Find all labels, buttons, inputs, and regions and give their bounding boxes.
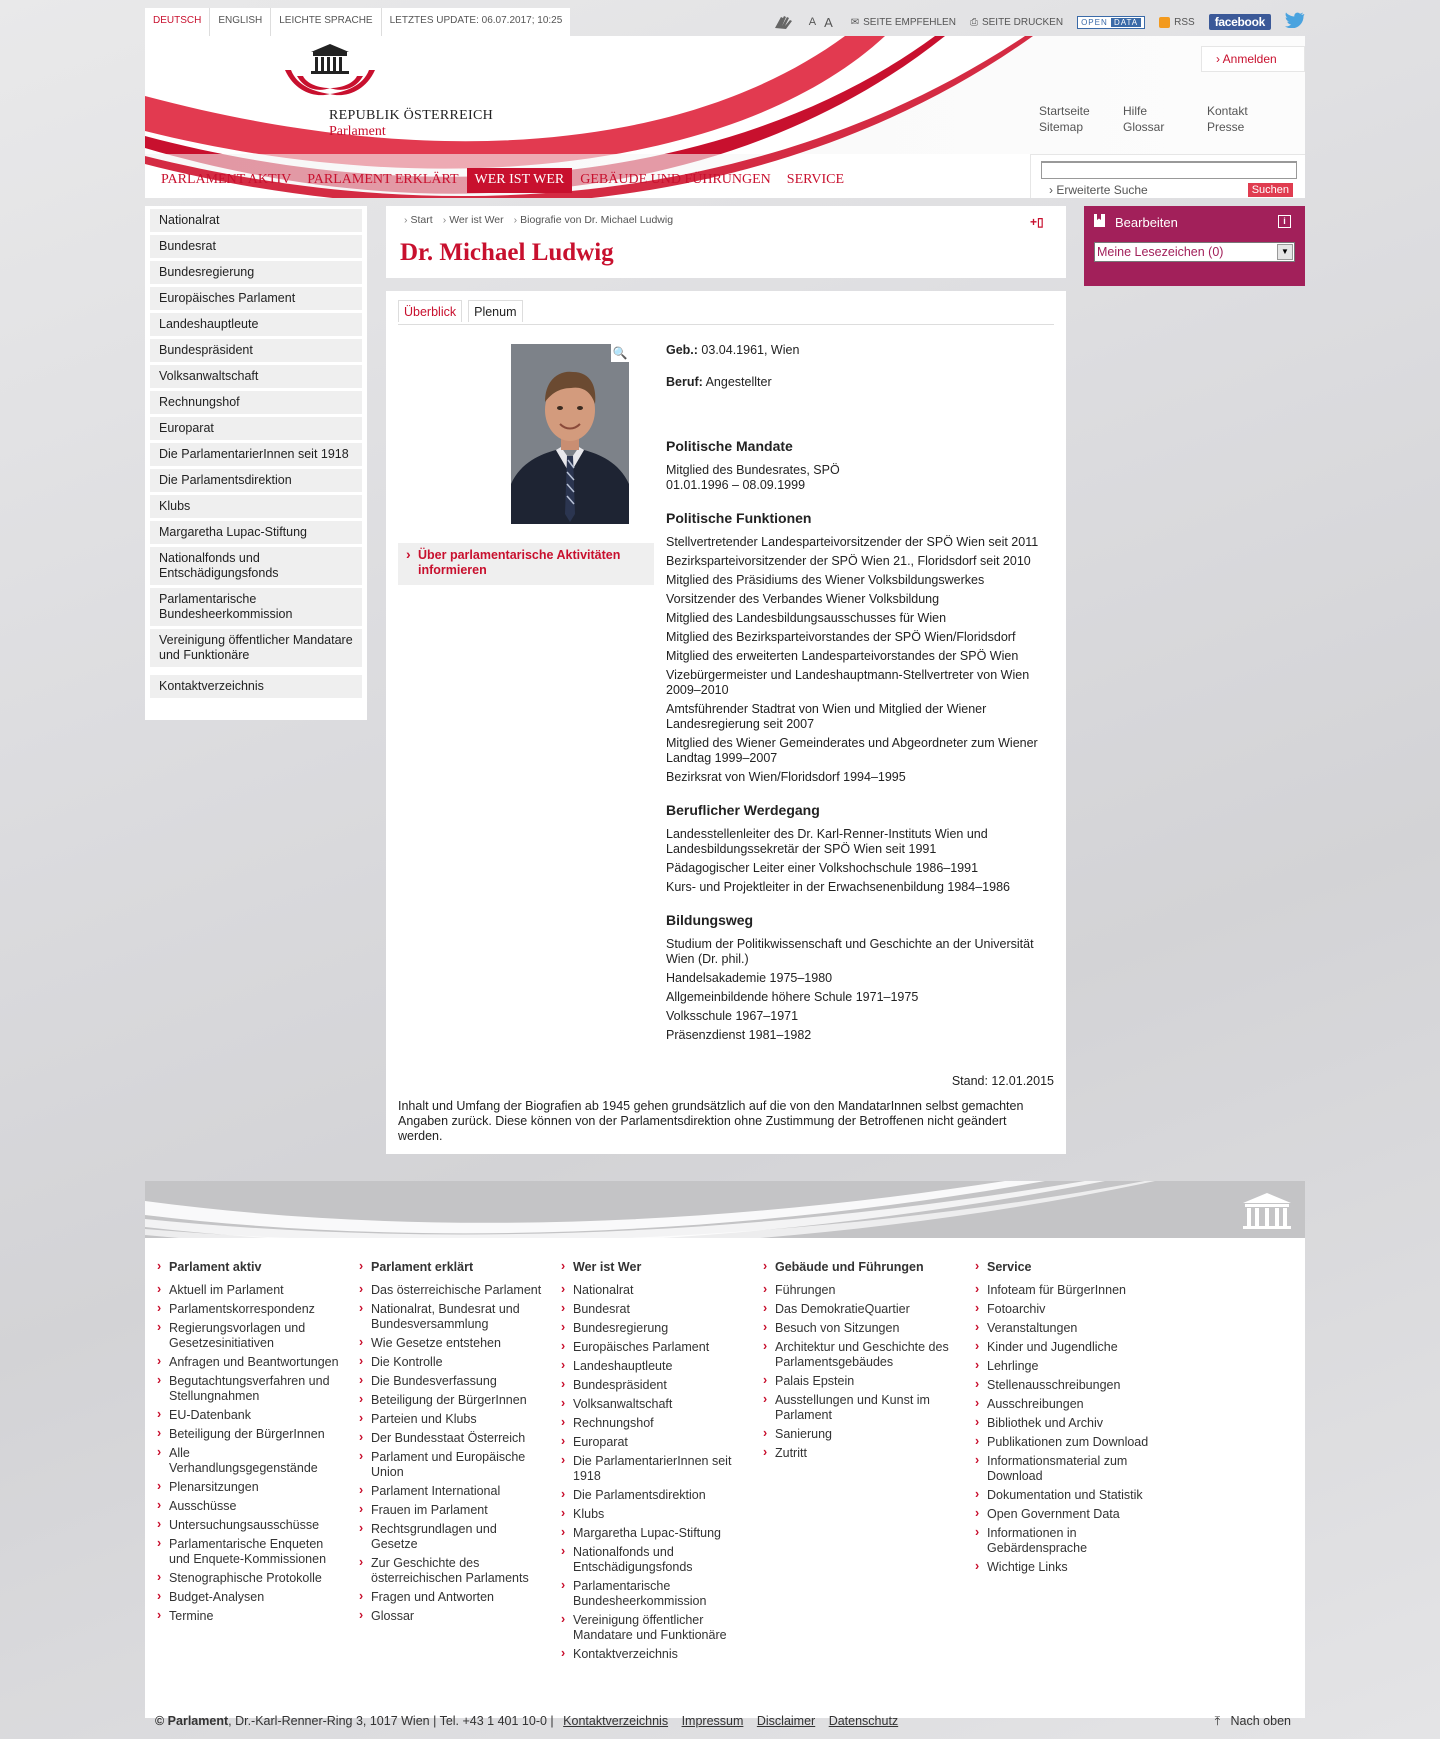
footer-address: , Dr.-Karl-Renner-Ring 3, 1017 Wien | Tel. +43 1 401 10-0 | (228, 1714, 554, 1728)
language-switcher (145, 8, 570, 36)
sidebar-item-bundespraesident[interactable]: Bundespräsident (150, 339, 362, 362)
birth-info (666, 343, 1058, 358)
arrow-up-icon: ⤒ (1214, 1714, 1221, 1728)
title-box (386, 206, 1066, 278)
sidebar-item-volksanwaltschaft[interactable]: Volksanwaltschaft (150, 365, 362, 388)
bio-entry: Präsenzdienst 1981–1982 (666, 1028, 812, 1042)
footer-link[interactable]: › Untersuchungsausschüsse (155, 1518, 340, 1533)
profession-label: Beruf: (666, 375, 703, 389)
footer-link[interactable]: › Alle Verhandlungsgegenstände (155, 1446, 340, 1476)
print-link[interactable] (970, 17, 1063, 28)
footer-column-title[interactable]: › Wer ist Wer (559, 1260, 744, 1275)
rss-link[interactable] (1159, 17, 1195, 28)
twitter-bird-icon[interactable] (1285, 12, 1305, 33)
sign-language-icon[interactable] (773, 14, 795, 30)
footer-link[interactable]: › Beteiligung der BürgerInnen (155, 1427, 340, 1442)
chevron-down-icon: ▼ (1277, 244, 1293, 260)
sidebar-item-nationalrat[interactable]: Nationalrat (150, 209, 362, 232)
footer-link[interactable]: › Parlamentarische Bundesheerkommission (559, 1579, 744, 1609)
footer-link[interactable]: › Parlamentarische Enqueten und Enquete-Kommissionen (155, 1537, 340, 1567)
nav-parlament-aktiv[interactable]: PARLAMENT AKTIV (161, 172, 292, 187)
bio-entry: Amtsführender Stadtrat von Wien und Mitglied der Wiener Landesregierung seit 2007 (666, 702, 987, 731)
footer-bottom (155, 1714, 898, 1728)
footer-link[interactable]: › Palais Epstein (761, 1374, 956, 1389)
footer-link[interactable]: › Parlament International (357, 1484, 542, 1499)
footer-link[interactable]: › Architektur und Geschichte des Parlamentsgebäudes (761, 1340, 956, 1370)
bio-section-title: Beruflicher Werdegang (666, 802, 820, 818)
lang-english[interactable]: ENGLISH (210, 8, 271, 36)
bio-entry: Kurs- und Projektleiter in der Erwachsenenbildung 1984–1986 (666, 880, 1010, 894)
footer-link[interactable]: › Führungen (761, 1283, 956, 1298)
footer-link[interactable]: › Bundesrat (559, 1302, 744, 1317)
sidebar-item-bundesrat[interactable]: Bundesrat (150, 235, 362, 258)
footer-link[interactable]: › Budget-Analysen (155, 1590, 340, 1605)
last-update: LETZTES UPDATE: 06.07.2017; 10:25 (389, 15, 563, 26)
footer-link-impressum[interactable]: Impressum (681, 1714, 744, 1728)
logo-text[interactable] (329, 108, 493, 140)
facebook-button[interactable]: facebook (1209, 14, 1271, 30)
recommend-link[interactable] (851, 17, 956, 28)
nav-service[interactable]: SERVICE (786, 172, 845, 187)
footer-link[interactable]: › Parlamentskorrespondenz (155, 1302, 340, 1317)
footer-link[interactable]: › Stenographische Protokolle (155, 1571, 340, 1586)
sidebar-item-parlamentsdirektion[interactable]: Die Parlamentsdirektion (150, 469, 362, 492)
footer-parliament-icon (1239, 1191, 1295, 1231)
footer-link[interactable]: › Open Government Data (973, 1507, 1158, 1522)
footer-link[interactable]: › Das DemokratieQuartier (761, 1302, 956, 1317)
footer-link[interactable]: › Fragen und Antworten (357, 1590, 542, 1605)
search-button[interactable]: Suchen (1248, 183, 1293, 197)
nav-parlament-erklaert[interactable]: PARLAMENT ERKLÄRT (307, 172, 459, 187)
footer-link[interactable]: › Begutachtungsverfahren und Stellungnahmen (155, 1374, 340, 1404)
footer-link[interactable]: › Vereinigung öffentlicher Mandatare und Funktionäre (559, 1613, 744, 1643)
open-data-label-1: OPEN (1081, 17, 1108, 27)
footer-link[interactable]: › Ausstellungen und Kunst im Parlament (761, 1393, 956, 1423)
footer-link[interactable]: › Wie Gesetze entstehen (357, 1336, 542, 1351)
sidebar-item-lupac-stiftung[interactable]: Margaretha Lupac-Stiftung (150, 521, 362, 544)
footer-link[interactable]: › Wichtige Links (973, 1560, 1158, 1575)
footer-link[interactable]: › Kinder und Jugendliche (973, 1340, 1158, 1355)
site-footer (145, 1238, 1305, 1728)
sidebar-item-bundesheerkommission[interactable]: Parlamentarische Bundesheerkommission (150, 588, 362, 626)
footer-link[interactable]: › Glossar (357, 1609, 542, 1624)
back-to-top-label: Nach oben (1230, 1714, 1291, 1728)
footer-link[interactable]: › Regierungsvorlagen und Gesetzesinitiativen (155, 1321, 340, 1351)
bio-entry: Volksschule 1967–1971 (666, 1009, 799, 1023)
footer-link[interactable]: › Fotoarchiv (973, 1302, 1158, 1317)
profession-info (666, 375, 1058, 390)
search-input[interactable] (1041, 161, 1297, 179)
logo-line-parlament: Parlament (329, 124, 386, 139)
bookmarks-panel (1084, 206, 1305, 286)
lang-leichte-sprache[interactable]: LEICHTE SPRACHE (271, 8, 381, 36)
bio-entry: Mitglied des Bezirksparteivorstandes der SPÖ Wien/Floridsdorf (666, 630, 1016, 644)
footer-link[interactable]: › Plenarsitzungen (155, 1480, 340, 1495)
footer-link[interactable]: › Die Bundesverfassung (357, 1374, 542, 1389)
portrait-photo[interactable] (511, 344, 629, 524)
footer-link[interactable]: › Die ParlamentarierInnen seit 1918 (559, 1454, 744, 1484)
breadcrumb (404, 214, 673, 226)
footer-link[interactable]: › Ausschreibungen (973, 1397, 1158, 1412)
footer-link[interactable]: › Informationen in Gebärdensprache (973, 1526, 1158, 1556)
biography-details (666, 343, 1058, 1061)
birth-value: 03.04.1961, Wien (697, 343, 800, 357)
footer-link[interactable]: › Bibliothek und Archiv (973, 1416, 1158, 1431)
footer-link[interactable]: › Beteiligung der BürgerInnen (357, 1393, 542, 1408)
font-size-large[interactable]: A (824, 14, 837, 30)
footer-column (155, 1260, 340, 1628)
sidebar-item-klubs[interactable]: Klubs (150, 495, 362, 518)
sidebar-item-vereinigung[interactable]: Vereinigung öffentlicher Mandatare und Funktionäre (150, 629, 362, 667)
footer-link[interactable]: › Die Parlamentsdirektion (559, 1488, 744, 1503)
footer-link[interactable]: › Klubs (559, 1507, 744, 1522)
tool-links (773, 8, 1305, 36)
footer-link[interactable]: › Besuch von Sitzungen (761, 1321, 956, 1336)
breadcrumb-wer-ist-wer[interactable]: › Wer ist Wer (443, 214, 504, 226)
footer-link[interactable]: › Die Kontrolle (357, 1355, 542, 1370)
bio-entry: Landesstellenleiter des Dr. Karl-Renner-Instituts Wien und Landesbildungssekretär der SPÖ Wien seit 1991 (666, 827, 988, 856)
bio-entry: Bezirksrat von Wien/Floridsdorf 1994–1995 (666, 770, 906, 784)
font-size-switcher[interactable] (809, 15, 837, 30)
footer-link[interactable]: › Stellenausschreibungen (973, 1378, 1158, 1393)
quick-link-sitemap[interactable]: Sitemap (1039, 120, 1084, 134)
footer-link[interactable]: › Der Bundesstaat Österreich (357, 1431, 542, 1446)
advanced-search-link[interactable]: › Erweiterte Suche (1049, 183, 1148, 197)
footer-link[interactable]: › Europarat (559, 1435, 744, 1450)
footer-link[interactable]: › Kontaktverzeichnis (559, 1647, 744, 1662)
bio-entry: Pädagogischer Leiter einer Volkshochschule 1986–1991 (666, 861, 979, 875)
bookmarks-panel-title[interactable]: Bearbeiten (1115, 214, 1178, 230)
footer-column (357, 1260, 542, 1628)
page-title: Dr. Michael Ludwig (400, 239, 614, 266)
lang-deutsch[interactable]: DEUTSCH (145, 8, 210, 36)
quick-link-glossar[interactable]: Glossar (1123, 120, 1165, 134)
footer-link[interactable]: › EU-Datenbank (155, 1408, 340, 1423)
footer-link[interactable]: › Nationalrat (559, 1283, 744, 1298)
logo-line-republic: REPUBLIK ÖSTERREICH (329, 108, 493, 123)
tab-bar (398, 300, 523, 322)
footer-column-title[interactable]: › Service (973, 1260, 1158, 1275)
footer-link[interactable]: › Margaretha Lupac-Stiftung (559, 1526, 744, 1541)
quick-link-presse[interactable]: Presse (1207, 120, 1245, 134)
sidebar-item-nationalfonds[interactable]: Nationalfonds und Entschädigungsfonds (150, 547, 362, 585)
bookmark-icon (1094, 214, 1105, 230)
breadcrumb-start[interactable]: › Start (404, 214, 433, 226)
bio-entry: Allgemeinbildende höhere Schule 1971–1975 (666, 990, 919, 1004)
footer-link[interactable]: › Publikationen zum Download (973, 1435, 1158, 1450)
footer-column-title[interactable]: › Gebäude und Führungen (761, 1260, 956, 1275)
footer-link[interactable]: › Bundespräsident (559, 1378, 744, 1393)
recommend-label: SEITE EMPFEHLEN (863, 16, 956, 28)
bio-entry: Studium der Politikwissenschaft und Geschichte an der Universität Wien (Dr. phil.) (666, 937, 1034, 966)
login-button[interactable]: › Anmelden (1201, 46, 1305, 72)
bio-section-title: Bildungsweg (666, 912, 754, 928)
bio-entry: Vorsitzender des Verbandes Wiener Volksbildung (666, 592, 940, 606)
footer-link-kontaktverzeichnis[interactable]: Kontaktverzeichnis (563, 1714, 669, 1728)
footer-link[interactable]: › Nationalrat, Bundesrat und Bundesversammlung (357, 1302, 542, 1332)
status-date: Stand: 12.01.2015 (951, 1074, 1054, 1088)
footer-link[interactable]: › Europäisches Parlament (559, 1340, 744, 1355)
footer-link[interactable]: › Volksanwaltschaft (559, 1397, 744, 1412)
footer-link[interactable]: › Nationalfonds und Entschädigungsfonds (559, 1545, 744, 1575)
add-bookmark-icon[interactable]: +▯ (1030, 215, 1044, 229)
footer-link[interactable]: › Termine (155, 1609, 340, 1624)
biography-sections (666, 439, 1058, 1061)
search-box (1030, 154, 1305, 198)
print-label: SEITE DRUCKEN (981, 16, 1064, 28)
footer-copyright: © Parlament (155, 1714, 229, 1728)
parliamentary-activities-link[interactable]: › Über parlamentarische Aktivitäten informieren (398, 543, 654, 585)
tab-ueberblick[interactable]: Überblick (398, 300, 462, 322)
sidebar-item-parlamentarierinnen[interactable]: Die ParlamentarierInnen seit 1918 (150, 443, 362, 466)
footer-column-title[interactable]: › Parlament erklärt (357, 1260, 542, 1275)
sidebar-item-kontaktverzeichnis[interactable]: Kontaktverzeichnis (150, 675, 362, 698)
bookmarks-select[interactable] (1094, 242, 1295, 262)
footer-link[interactable]: › Parteien und Klubs (357, 1412, 542, 1427)
bio-entry: Mitglied des Wiener Gemeinderates und Abgeordneter zum Wiener Landtag 1999–2007 (666, 736, 1038, 765)
bio-entry: Bezirksparteivorsitzender der SPÖ Wien 21., Floridsdorf seit 2010 (666, 554, 1031, 568)
sidebar-item-rechnungshof[interactable]: Rechnungshof (150, 391, 362, 414)
footer-link[interactable]: › Aktuell im Parlament (155, 1283, 340, 1298)
site-header (145, 36, 1305, 198)
rss-label: RSS (1174, 16, 1195, 28)
bio-section-title: Politische Mandate (666, 438, 793, 454)
footer-link[interactable]: › Landeshauptleute (559, 1359, 744, 1374)
footer-column-title[interactable]: › Parlament aktiv (155, 1260, 340, 1275)
sidebar-item-landeshauptleute[interactable]: Landeshauptleute (150, 313, 362, 336)
bio-entry: Mitglied des Bundesrates, SPÖ 01.01.1996 – 08.09.1999 (666, 463, 840, 492)
bio-entry: Mitglied des Landesbildungsausschusses für Wien (666, 611, 947, 625)
footer-link[interactable]: › Infoteam für BürgerInnen (973, 1283, 1158, 1298)
biography-content (386, 291, 1066, 1154)
footer-link[interactable]: › Veranstaltungen (973, 1321, 1158, 1336)
open-data-badge[interactable] (1077, 16, 1145, 29)
portrait-illustration (511, 344, 629, 524)
sidebar-item-bundesregierung[interactable]: Bundesregierung (150, 261, 362, 284)
tab-divider (398, 324, 1054, 325)
rss-icon (1159, 17, 1170, 28)
footer-link[interactable]: › Lehrlinge (973, 1359, 1158, 1374)
info-icon[interactable]: i (1278, 215, 1291, 228)
footer-link[interactable]: › Parlament und Europäische Union (357, 1450, 542, 1480)
footer-link-datenschutz[interactable]: Datenschutz (828, 1714, 899, 1728)
footer-link[interactable]: › Anfragen und Beantwortungen (155, 1355, 340, 1370)
footer-link-disclaimer[interactable]: Disclaimer (756, 1714, 816, 1728)
advanced-search-label: Erweiterte Suche (1056, 183, 1148, 197)
main-navigation (153, 168, 852, 193)
sidebar-item-europaeisches-parlament[interactable]: Europäisches Parlament (150, 287, 362, 310)
footer-column (761, 1260, 956, 1465)
quick-link-startseite[interactable]: Startseite (1039, 104, 1090, 118)
login-label: Anmelden (1222, 52, 1277, 66)
bio-entry: Stellvertretender Landesparteivorsitzender der SPÖ Wien seit 2011 (666, 535, 1039, 549)
footer-link[interactable]: › Frauen im Parlament (357, 1503, 542, 1518)
sidebar-nav (145, 206, 367, 720)
quick-link-hilfe[interactable]: Hilfe (1123, 104, 1148, 118)
utility-bar (145, 8, 1305, 36)
bookmarks-select-value: Meine Lesezeichen (0) (1097, 245, 1224, 259)
sidebar-item-europarat[interactable]: Europarat (150, 417, 362, 440)
bio-entry: Vizebürgermeister und Landeshauptmann-Stellvertreter von Wien 2009–2010 (666, 668, 1030, 697)
profession-value: Angestellter (702, 375, 772, 389)
footer-swoosh (145, 1181, 1305, 1238)
birth-label: Geb.: (666, 343, 698, 357)
parliament-logo-icon[interactable] (275, 42, 385, 105)
footer-link[interactable]: › Das österreichische Parlament (357, 1283, 542, 1298)
footer-link[interactable]: › Rechtsgrundlagen und Gesetze (357, 1522, 542, 1552)
footer-column (973, 1260, 1158, 1579)
breadcrumb-current: › Biografie von Dr. Michael Ludwig (514, 214, 673, 226)
bio-entry: Mitglied des erweiterten Landesparteivorstandes der SPÖ Wien (666, 649, 1019, 663)
zoom-icon[interactable]: 🔍 (612, 346, 628, 360)
nav-wer-ist-wer[interactable]: WER IST WER (467, 168, 573, 193)
quick-links (1039, 104, 1291, 134)
quick-link-kontakt[interactable]: Kontakt (1207, 104, 1248, 118)
footer-link[interactable]: › Bundesregierung (559, 1321, 744, 1336)
bookmarks-panel-header (1094, 214, 1178, 230)
footer-column (559, 1260, 744, 1666)
bio-entry: Handelsakademie 1975–1980 (666, 971, 833, 985)
footer-link[interactable]: › Zur Geschichte des österreichischen Parlaments (357, 1556, 542, 1586)
footer-link[interactable]: › Informationsmaterial zum Download (973, 1454, 1158, 1484)
footer-link[interactable]: › Zutritt (761, 1446, 956, 1461)
biography-disclaimer: Inhalt und Umfang der Biografien ab 1945 gehen grundsätzlich auf die von den MandatarInnen selbst gemachten Angaben zurück. Diese können von der Parlamentsdirektion ohne Zustimmung der Betroffenen nicht geändert werden. (398, 1099, 1024, 1143)
nav-gebaeude-und-fuehrungen[interactable]: GEBÄUDE UND FÜHRUNGEN (580, 172, 771, 187)
tab-plenum[interactable]: Plenum (468, 300, 522, 322)
footer-link[interactable]: › Ausschüsse (155, 1499, 340, 1514)
printer-icon: ⎙ (969, 16, 978, 28)
back-to-top-link[interactable] (1215, 1714, 1291, 1729)
bio-section-title: Politische Funktionen (666, 510, 812, 526)
bio-entry: Mitglied des Präsidiums des Wiener Volksbildungswerkes (666, 573, 985, 587)
footer-link[interactable]: › Rechnungshof (559, 1416, 744, 1431)
envelope-icon: ✉ (850, 16, 860, 28)
footer-band (145, 1181, 1305, 1238)
open-data-label-2: DATA (1111, 18, 1141, 27)
footer-link[interactable]: › Sanierung (761, 1427, 956, 1442)
footer-link[interactable]: › Dokumentation und Statistik (973, 1488, 1158, 1503)
font-size-small[interactable]: A (808, 16, 821, 28)
